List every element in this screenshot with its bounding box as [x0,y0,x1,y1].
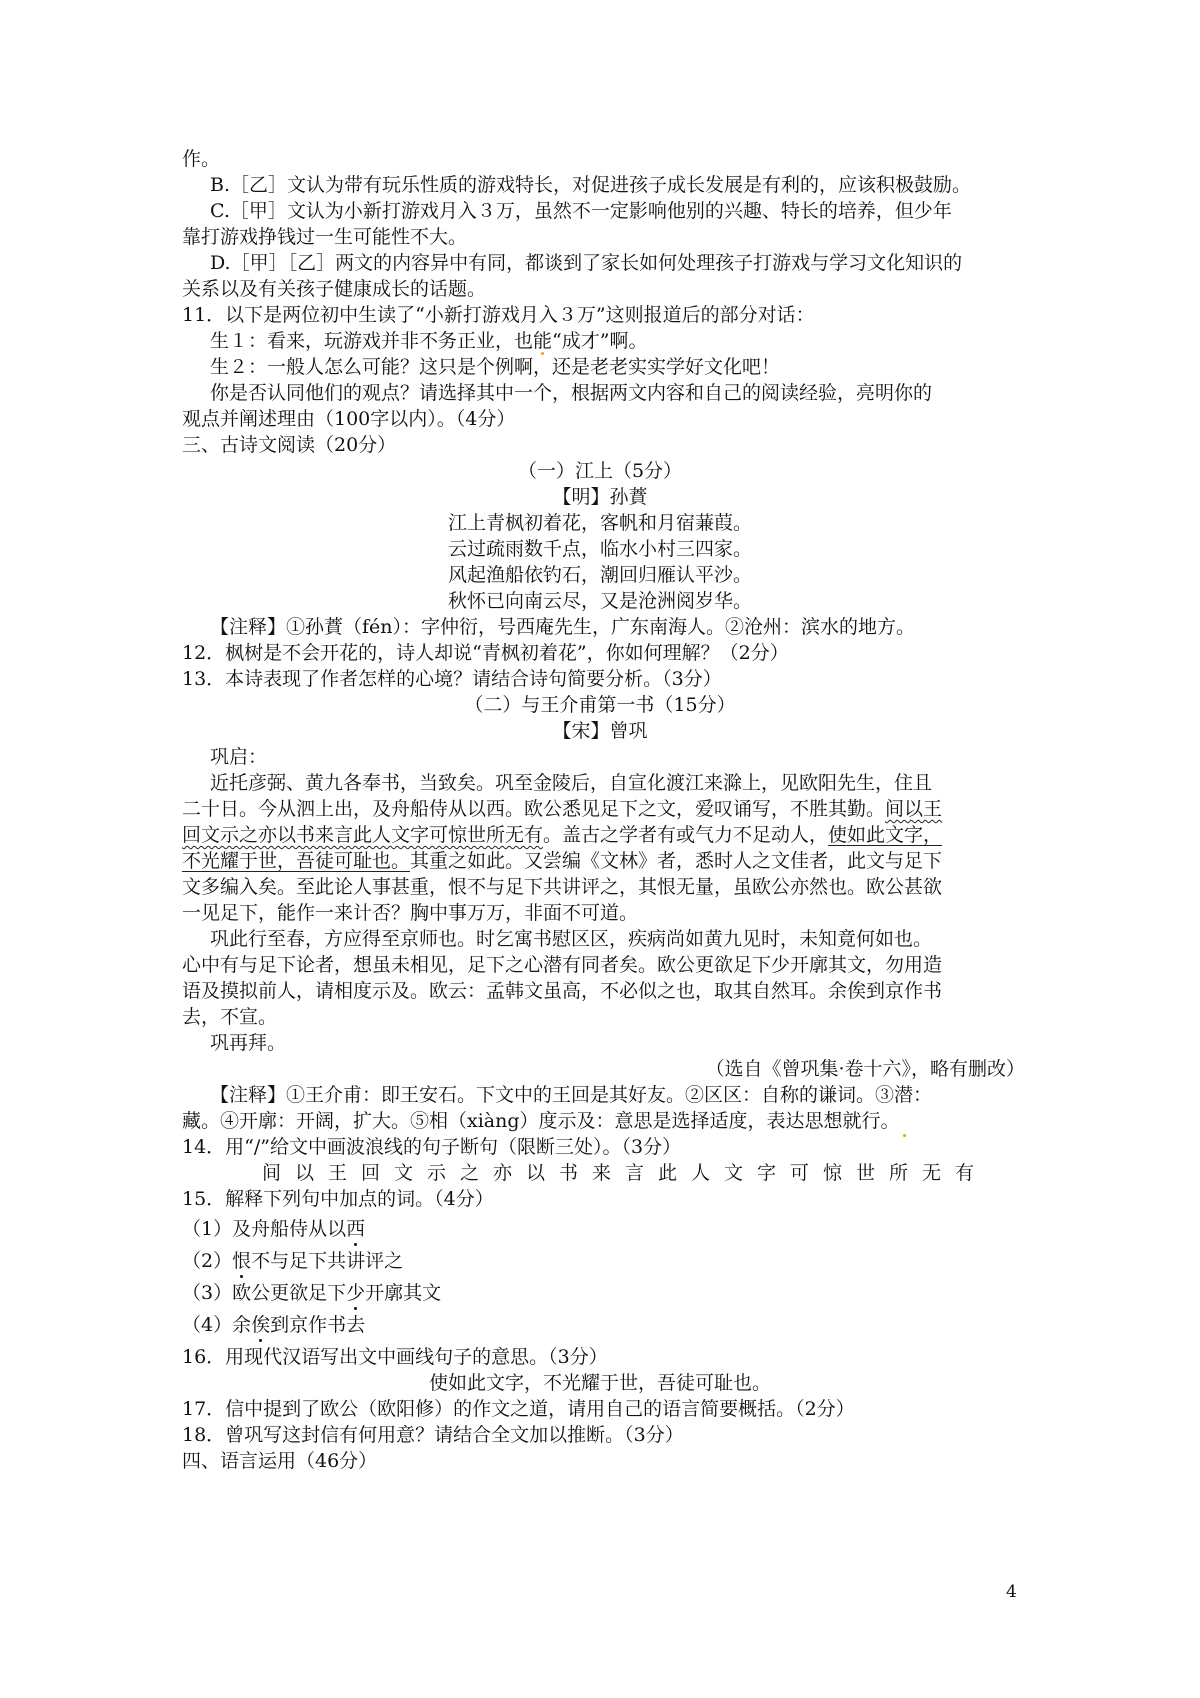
q15-stem: 15．解释下列句中加点的词。（4分） [182,1188,494,1210]
q10-option-c-line1: C.［甲］文认为小新打游戏月入３万，虽然不一定影响他别的兴趣、特长的培养，但少年 [210,200,952,222]
poem-author: 【明】孙蕡 [552,486,648,508]
letter-p1-line3: 回文示之亦以书来言此人文字可惊世所无有。盖古之学者有或气力不足动人，使如此文字， [182,824,943,846]
q13: 13．本诗表现了作者怎样的心境？请结合诗句简要分析。（3分） [182,668,722,690]
poem-note: 【注释】①孙蕡（fén）：字仲衍，号西庵先生，广东南海人。②沧州：滨水的地方。 [210,616,916,638]
letter-p1-line1: 近托彦弼、黄九各奉书，当致矣。巩至金陵后，自宣化渡江来滁上，见欧阳先生，住且 [210,772,933,794]
q17: 17．信中提到了欧公（欧阳修）的作文之道，请用自己的语言简要概括。（2分） [182,1398,855,1420]
poem-line: 江上青枫初着花，客帆和月宿蒹葭。 [447,512,752,534]
letter-p2-line1: 巩此行至春，方应得至京师也。时乞寓书慰区区，疾病尚如黄九见时，未知竟何如也。 [210,928,933,950]
q10-option-d-line1: D.［甲］［乙］两文的内容异中有同，都谈到了家长如何处理孩子打游戏与学习文化知识的 [210,252,963,274]
q15-item-1: （1）及舟船侍从以西 [182,1218,366,1240]
letter-p1-line4: 不光耀于世，吾徒可耻也。其重之如此。又尝编《文林》者，悉时人之文佳者，此文与足下 [182,850,943,872]
poem-line: 秋怀已向南云尽，又是沧洲阅岁华。 [447,590,752,612]
wavy-underlined-text: 回文示之亦以书来言此人文字可惊世所无有 [182,824,544,846]
q18: 18．曾巩写这封信有何用意？请结合全文加以推断。（3分） [182,1424,684,1446]
q10-tail: 作。 [182,148,221,170]
letter-p2-line4: 去，不宣。 [182,1006,278,1028]
section-3-heading: 三、古诗文阅读（20分） [182,434,397,456]
q11-stem: 11．以下是两位初中生读了“小新打游戏月入３万”这则报道后的部分对话： [182,304,815,326]
poem-title: （一）江上（5分） [517,460,683,482]
letter-p1-line5: 文多编入矣。至此论人事甚重，恨不与足下共讲评之，其恨无量，虽欧公亦然也。欧公甚欲 [182,876,943,898]
q11-student2: 生２：一般人怎么可能？这只是个例啊，还是老老实实学好文化吧！ [210,356,781,378]
q10-option-b: B.［乙］文认为带有玩乐性质的游戏特长，对促进孩子成长发展是有利的，应该积极鼓励。 [210,174,972,196]
q16-sentence: 使如此文字，不光耀于世，吾徒可耻也。 [428,1372,771,1394]
letter-source: （选自《曾巩集·卷十六》，略有删改） [705,1058,1025,1080]
letter-sign: 巩再拜。 [210,1032,287,1054]
letter-author: 【宋】曾巩 [552,720,648,742]
letter-p2-line3: 语及摸拟前人，请相度示及。欧云：孟韩文虽高，不必似之也，取其自然耳。余俟到京作书 [182,980,943,1002]
q15-item-2: （2）恨不与足下共讲评之 [182,1250,404,1272]
page-number: 4 [1006,1582,1017,1602]
q11-ask-line1: 你是否认同他们的观点？请选择其中一个，根据两文内容和自己的阅读经验，亮明你的 [210,382,933,404]
letter-p1-line6: 一见足下，能作一来计否？胸中事万万，非面不可道。 [182,902,639,924]
q12: 12．枫树是不会开花的，诗人却说“青枫初着花”，你如何理解？（2分） [182,642,789,664]
underlined-text: 使如此文字， [828,824,943,846]
q10-option-c-line2: 靠打游戏挣钱过一生可能性不大。 [182,226,468,248]
q10-option-d-line2: 关系以及有关孩子健康成长的话题。 [182,278,487,300]
q14-sentence: 间以王回文示之亦以书来言此人文字可惊世所无有 [262,1162,989,1184]
poem-line: 云过疏雨数千点，临水小村三四家。 [447,538,752,560]
q11-student1: 生１：看来，玩游戏并非不务正业，也能“成才”啊。 [210,330,648,352]
q15-item-3: （3）欧公更欲足下少开廓其文 [182,1282,442,1304]
wavy-underlined-text: 间以王 [885,798,943,820]
section-4-heading: 四、语言运用（46分） [182,1450,378,1472]
letter-greeting: 巩启： [210,746,268,768]
q14-stem: 14．用“/”给文中画波浪线的句子断句（限断三处）。（3分） [182,1136,682,1158]
letter-title: （二）与王介甫第一书（15分） [464,694,736,716]
q11-ask-line2: 观点并阐述理由（100字以内）。（4分） [182,408,516,430]
letter-note-line2: 藏。④开廓：开阔，扩大。⑤相（xiàng）度示及：意思是选择适度，表达思想就行。 [182,1108,910,1134]
q16-stem: 16．用现代汉语写出文中画线句子的意思。（3分） [182,1346,608,1368]
letter-p1-line2: 二十日。今从泗上出，及舟船侍从以西。欧公悉见足下之文，爱叹诵写，不胜其勤。间以王 [182,798,943,820]
underlined-text: 不光耀于世，吾徒可耻也。 [182,850,411,872]
letter-note-line1: 【注释】①王介甫：即王安石。下文中的王回是其好友。②区区：自称的谦词。③潜： [210,1084,933,1106]
letter-p2-line2: 心中有与足下论者，想虽未相见，足下之心潜有同者矣。欧公更欲足下少开廓其文，勿用造 [182,954,943,976]
poem-line: 风起渔船依钓石，潮回归雁认平沙。 [447,564,752,586]
q15-item-4: （4）余俟到京作书去 [182,1314,366,1336]
